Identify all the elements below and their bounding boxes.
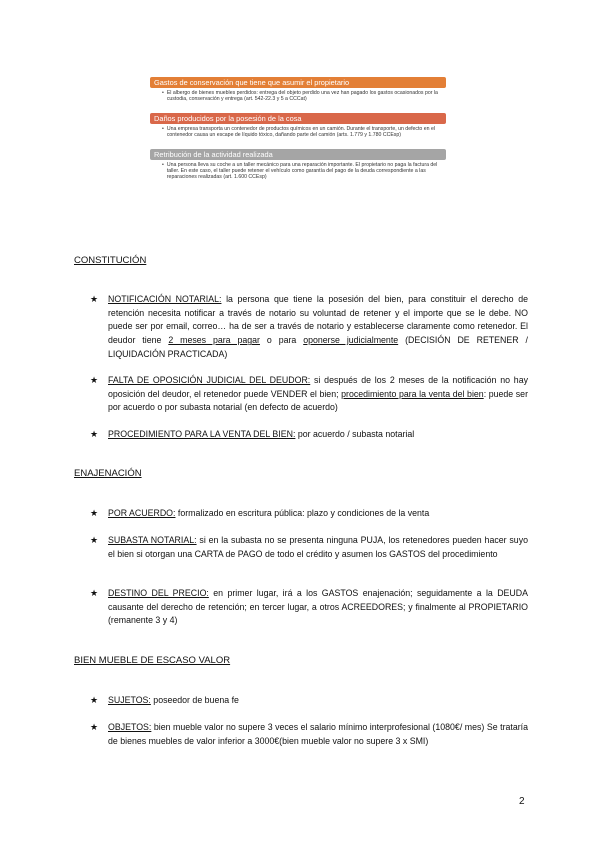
item-text: [108, 721, 528, 748]
figure-body: [150, 88, 446, 113]
list-item: [90, 587, 528, 628]
item-emphasis: procedimiento para la venta del bien: [341, 388, 484, 399]
heading-constitucion: CONSTITUCIÓN: [74, 255, 147, 266]
figure-bullet-text: Una empresa transporta un contenedor de productos químicos en un camión. Durante el transporte, un defecto en el contenedor causa un escape de líquido tóxico, dañando parte del camión (arts. 1.779 y 1.780 CCEsp): [166, 126, 436, 138]
figure-body: [150, 124, 446, 149]
item-text: [108, 694, 528, 708]
figure-bullet-text: Una persona lleva su coche a un taller mecánico para una reparación importante. El propietario no paga la factura del taller. En este caso, el taller puede retener el vehículo como garantía del pago de la deuda correspondiente a las reparaciones realizadas (art. 1.600 CCEsp): [166, 162, 438, 180]
item-body: (DECISIÓN DE RETENER / LIQUIDACIÓN PRACTICADA): [108, 335, 528, 359]
item-body: o para: [259, 335, 304, 346]
item-label: SUBASTA NOTARIAL:: [108, 535, 197, 545]
star-bullet-icon: ★: [90, 588, 99, 598]
item-label: OBJETOS:: [108, 722, 152, 732]
item-label: FALTA DE OPOSICIÓN JUDICIAL DEL DEUDOR:: [108, 375, 311, 385]
item-text: [108, 534, 528, 561]
item-text: [108, 507, 528, 521]
item-emphasis: 2 meses para pagar: [168, 335, 260, 346]
page-number: 2: [519, 796, 525, 807]
star-bullet-icon: ★: [90, 535, 99, 545]
item-label: PROCEDIMIENTO PARA LA VENTA DEL BIEN:: [108, 429, 296, 439]
item-label: SUJETOS:: [108, 695, 151, 705]
star-bullet-icon: ★: [90, 429, 99, 439]
item-body: la persona que tiene la posesión del bien, para constituir el derecho de retención necesita notificar a través de notario su voluntad de retener y el importe que se le debe. NO puede ser por email, correo… ha de ser a través de notario y establecerse claramente como retenedor. El deudor tiene: [108, 294, 528, 346]
figure-section-danos: [150, 113, 446, 149]
item-text: [108, 374, 528, 415]
star-bullet-icon: ★: [90, 695, 99, 705]
list-item: [90, 428, 528, 442]
item-body: si en la subasta no se presenta ninguna PUJA, los retenedores pueden hacer suyo el bien si otorgan una CARTA de PAGO de todo el crédito y asumen los GASTOS del procedimiento: [108, 535, 528, 559]
figure-header: Retribución de la actividad realizada: [150, 149, 446, 160]
item-body: bien mueble valor no supere 3 veces el salario mínimo interprofesional (1080€/ mes) Se trataría de bienes muebles de valor inferior a 3000€(bien mueble valor no supere 3 x SMI): [108, 722, 528, 746]
item-body: formalizado en escritura pública: plazo y condiciones de la venta: [175, 508, 430, 518]
list-item: [90, 534, 528, 561]
item-label: POR ACUERDO:: [108, 508, 176, 518]
embedded-figure: [150, 77, 446, 185]
item-body: si después de los 2 meses de la notificación no hay oposición del deudor, el retenedor puede VENDER el bien;: [108, 375, 528, 399]
figure-body: [150, 160, 446, 185]
item-label: DESTINO DEL PRECIO:: [108, 588, 209, 598]
figure-section-retribucion: [150, 149, 446, 185]
item-text: [108, 587, 528, 628]
figure-bullet-text: El albergo de bienes muebles perdidos: entrega del objeto perdido una vez han pagado los gastos ocasionados por la custodia, conservación y entrega (art. 542-22.3 y 5 a CCCat): [166, 90, 438, 102]
item-body: poseedor de buena fe: [150, 695, 239, 705]
star-bullet-icon: ★: [90, 508, 99, 518]
list-item: [90, 293, 528, 362]
item-text: [108, 293, 528, 362]
list-item: [90, 374, 528, 415]
star-bullet-icon: ★: [90, 294, 99, 304]
figure-header: Gastos de conservación que tiene que asumir el propietario: [150, 77, 446, 88]
item-label: NOTIFICACIÓN NOTARIAL:: [108, 294, 222, 304]
item-text: [108, 428, 528, 442]
figure-bullet: •: [162, 126, 164, 132]
figure-header: Daños producidos por la posesión de la cosa: [150, 113, 446, 124]
item-body: en primer lugar, irá a los GASTOS enajenación; seguidamente a la DEUDA causante del derecho de retención; en tercer lugar, a otros ACREEDORES; y finalmente al PROPIETARIO (remanente 3 y 4): [108, 588, 528, 626]
star-bullet-icon: ★: [90, 722, 99, 732]
figure-bullet: •: [162, 90, 164, 96]
list-item: [90, 694, 528, 708]
list-item: [90, 721, 528, 748]
item-body: : puede ser por acuerdo o por subasta notarial (en defecto de acuerdo): [108, 388, 528, 413]
heading-enajenacion: ENAJENACIÓN: [74, 468, 142, 479]
list-item: [90, 507, 528, 521]
figure-bullet: •: [162, 162, 164, 168]
item-emphasis: oponerse judicialmente: [303, 335, 399, 346]
star-bullet-icon: ★: [90, 375, 99, 385]
item-body: por acuerdo / subasta notarial: [295, 429, 415, 439]
heading-bien-mueble: BIEN MUEBLE DE ESCASO VALOR: [74, 655, 231, 666]
figure-section-conservacion: [150, 77, 446, 113]
